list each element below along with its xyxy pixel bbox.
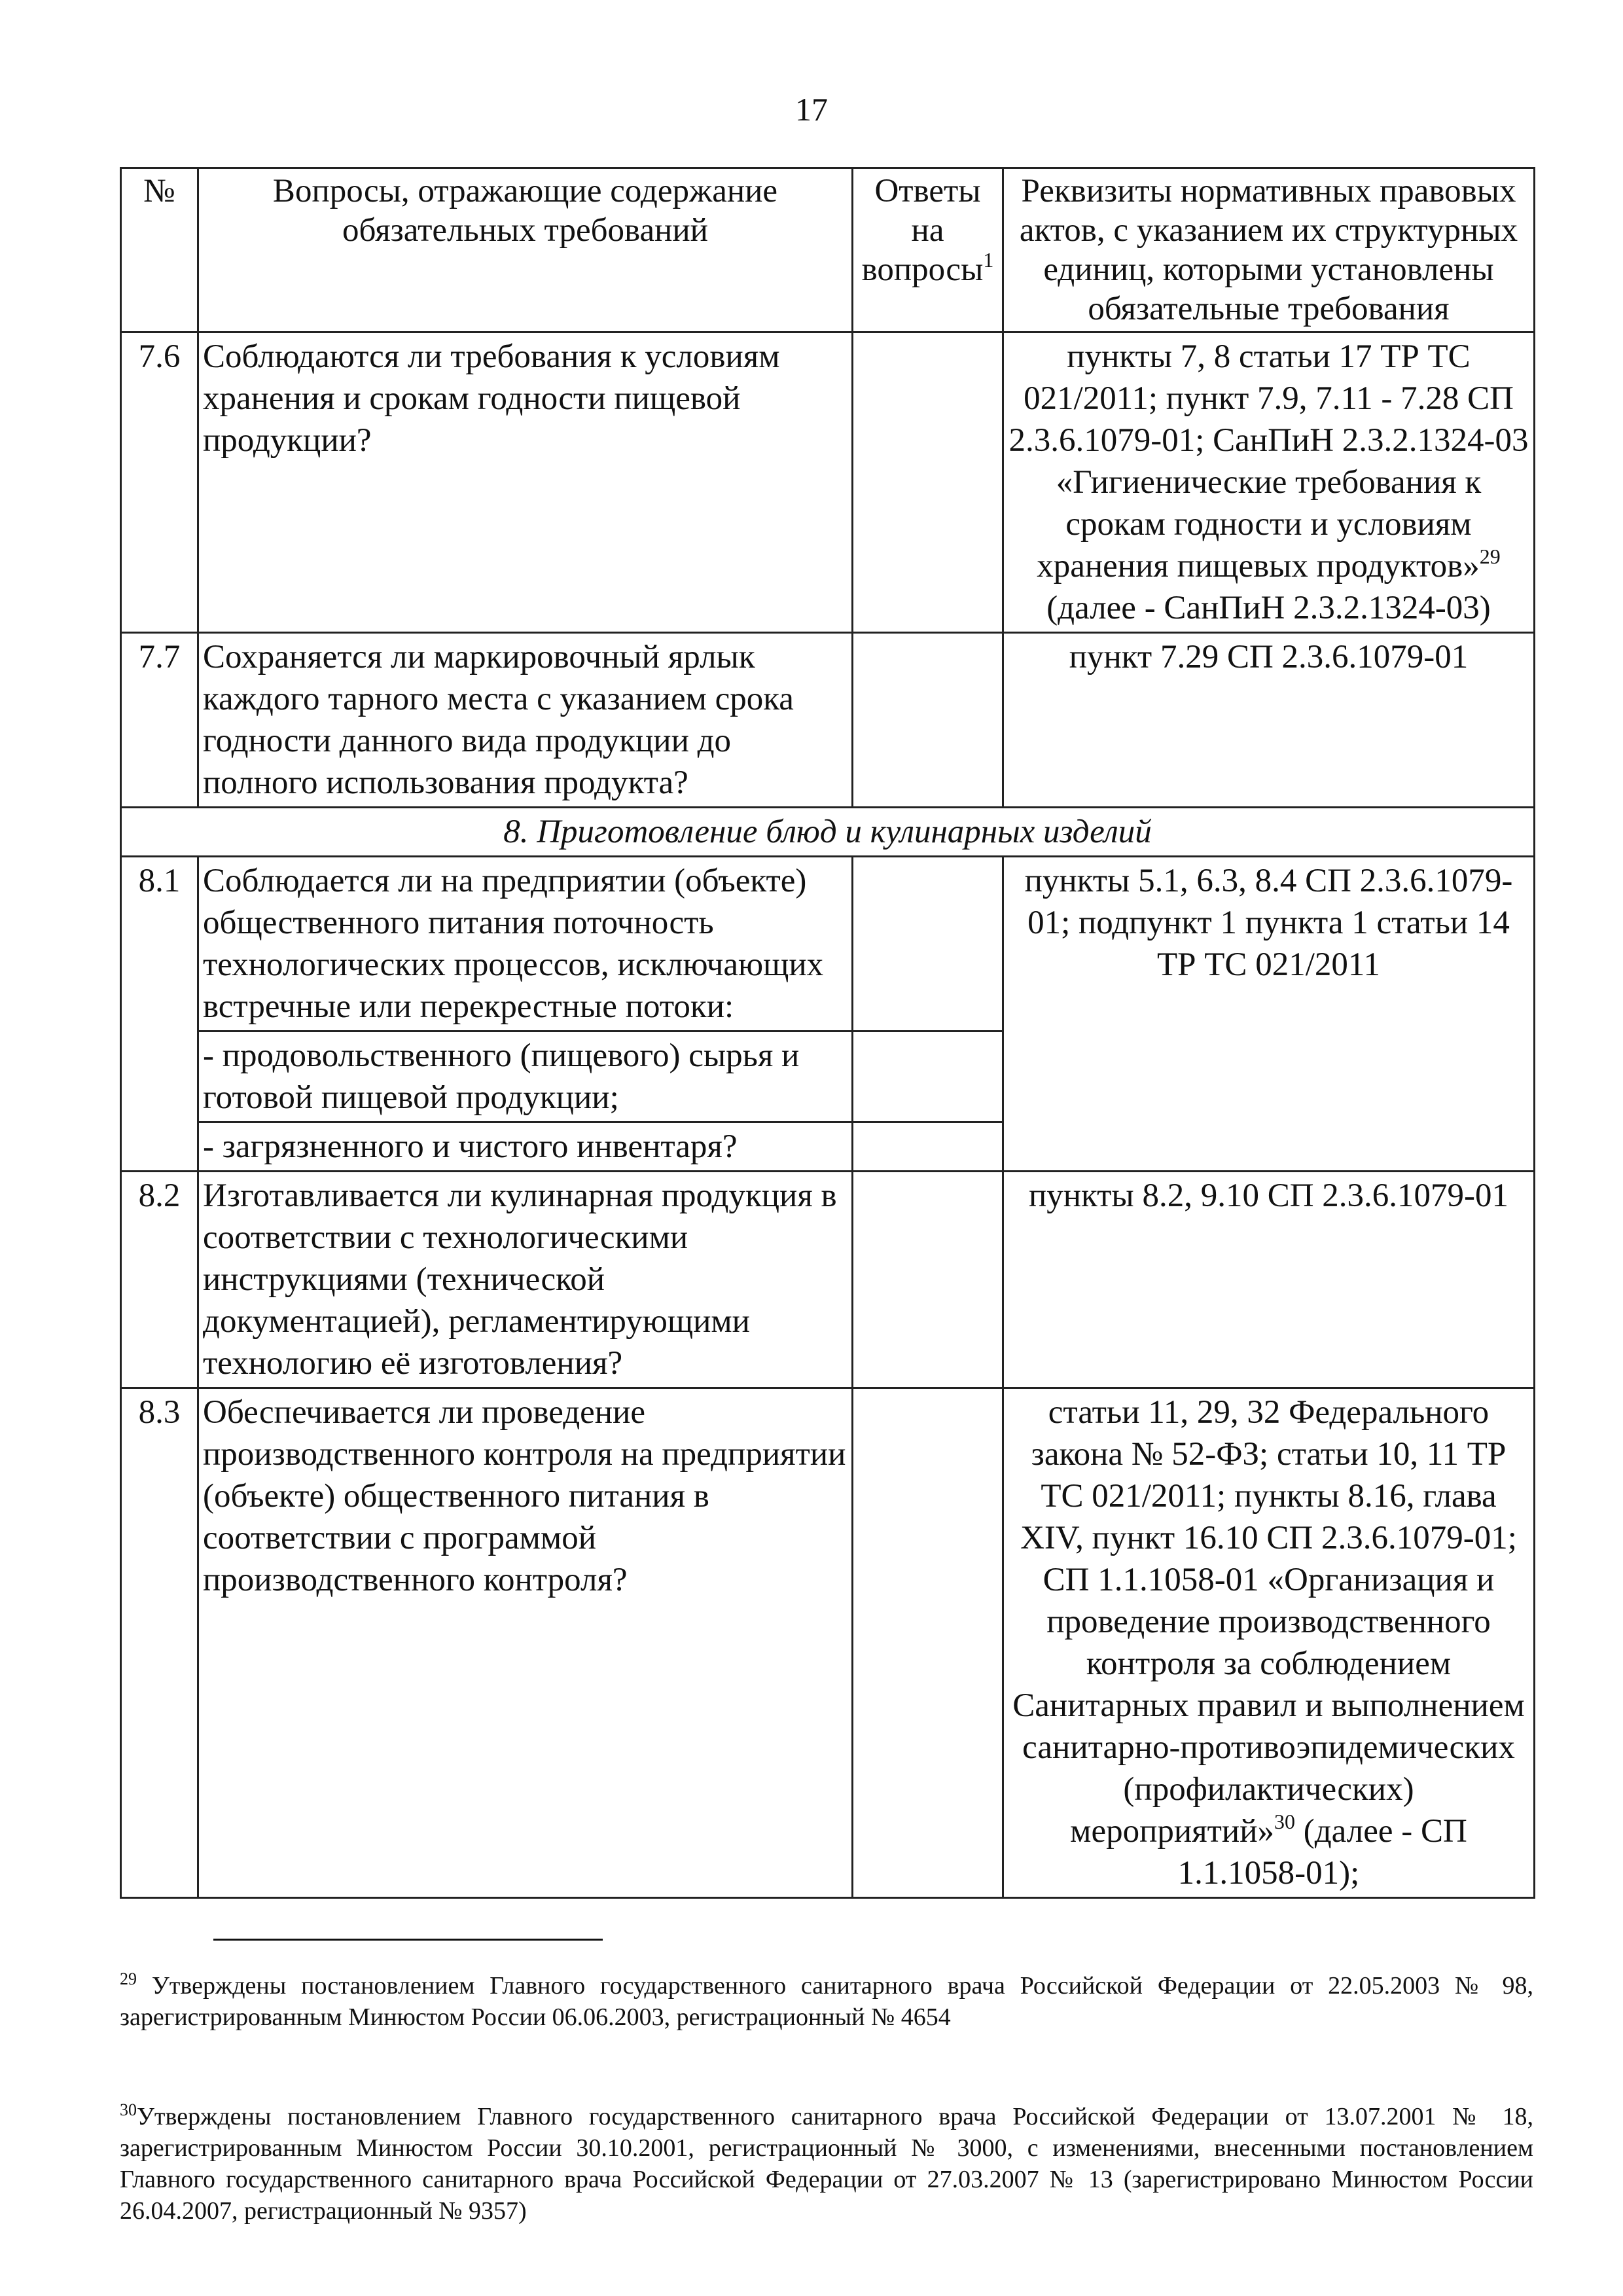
footnote-text: Утверждены постановлением Главного государственного санитарного врача Российской Федерации от 13.07.2001 № 18, зарегистрированным Минюстом России 30.10.2001, регистрационный № 3000, с изменениями, внесенными постановлением Главного государственного санитарного врача Российской Федерации от 27.03.2007 № 13 (зарегистрировано Минюстом России 26.04.2007, регистрационный № 9357) [120,2103,1533,2225]
footnote-29 [120,1970,1533,2033]
answer-cell [853,1172,1003,1388]
table-row [121,633,1535,808]
answer-cell [853,1388,1003,1898]
row-number: 8.1 [121,857,198,1172]
question-subitem: - продовольственного (пищевого) сырья и готовой пищевой продукции; [198,1031,853,1122]
footnote-mark: 29 [120,1969,137,1988]
table-row [121,857,1535,1031]
footnote-mark: 30 [120,2100,137,2119]
question-cell: Соблюдаются ли требования к условиям хранения и срокам годности пищевой продукции? [198,332,853,633]
header-questions: Вопросы, отражающие содержание обязательных требований [198,168,853,332]
page-number: 17 [795,91,828,128]
answer-cell [853,1122,1003,1172]
reference-cell: пункты 5.1, 6.3, 8.4 СП 2.3.6.1079-01; подпункт 1 пункта 1 статьи 14 ТР ТС 021/2011 [1003,857,1535,1172]
footnote-ref-1: 1 [983,248,994,272]
header-number: № [121,168,198,332]
row-number: 7.6 [121,332,198,633]
reference-cell: пункты 8.2, 9.10 СП 2.3.6.1079-01 [1003,1172,1535,1388]
footnote-ref-29: 29 [1479,545,1501,568]
row-number: 8.2 [121,1172,198,1388]
footnote-30 [120,2101,1533,2227]
answer-cell [853,857,1003,1031]
header-answers [853,168,1003,332]
reference-cell [1003,332,1535,633]
answer-cell [853,332,1003,633]
table-row [121,332,1535,633]
reference-tail: (далее - СП 1.1.1058-01); [1177,1813,1467,1892]
reference-cell [1003,1388,1535,1898]
header-references: Реквизиты нормативных правовых актов, с указанием их структурных единиц, которыми установлены обязательные требования [1003,168,1535,332]
table-row [121,1172,1535,1388]
question-subitem: - загрязненного и чистого инвентаря? [198,1122,853,1172]
footnote-separator [213,1939,603,1941]
requirements-table [120,167,1535,1899]
table-row [121,1388,1535,1898]
question-cell: Изготавливается ли кулинарная продукция в соответствии с технологическими инструкциями (технической документацией), регламентирующими технологию её изготовления? [198,1172,853,1388]
reference-text: статьи 11, 29, 32 Федерального закона № 52-ФЗ; статьи 10, 11 ТР ТС 021/2011; пункты 8.16, глава XIV, пункт 16.10 СП 2.3.6.1079-01; СП 1.1.1058-01 «Организация и проведение производственного контроля за соблюдением Санитарных правил и выполнением санитарно-противоэпидемических (профилактических) мероприятий» [1012,1394,1525,1850]
header-answers-label: Ответы на вопросы [861,173,984,288]
section-row [121,808,1535,857]
section-title: 8. Приготовление блюд и кулинарных изделий [121,808,1535,857]
table-header-row [121,168,1535,332]
footnote-text: Утверждены постановлением Главного государственного санитарного врача Российской Федерации от 22.05.2003 № 98, зарегистрированным Минюстом России 06.06.2003, регистрационный № 4654 [120,1972,1533,2031]
row-number: 8.3 [121,1388,198,1898]
reference-cell: пункт 7.29 СП 2.3.6.1079-01 [1003,633,1535,808]
question-cell: Соблюдается ли на предприятии (объекте) общественного питания поточность технологических процессов, исключающих встречные или перекрестные потоки: [198,857,853,1031]
reference-tail: (далее - СанПиН 2.3.2.1324-03) [1046,590,1491,626]
footnote-ref-30: 30 [1274,1810,1295,1833]
question-cell: Сохраняется ли маркировочный ярлык каждого тарного места с указанием срока годности данного вида продукции до полного использования продукта? [198,633,853,808]
answer-cell [853,633,1003,808]
question-cell: Обеспечивается ли проведение производственного контроля на предприятии (объекте) общественного питания в соответствии с программой производственного контроля? [198,1388,853,1898]
row-number: 7.7 [121,633,198,808]
answer-cell [853,1031,1003,1122]
reference-text: пункты 7, 8 статьи 17 ТР ТС 021/2011; пункт 7.9, 7.11 - 7.28 СП 2.3.6.1079-01; СанПиН 2.3.2.1324-03 «Гигиенические требования к срокам годности и условиям хранения пищевых продуктов» [1008,338,1529,584]
